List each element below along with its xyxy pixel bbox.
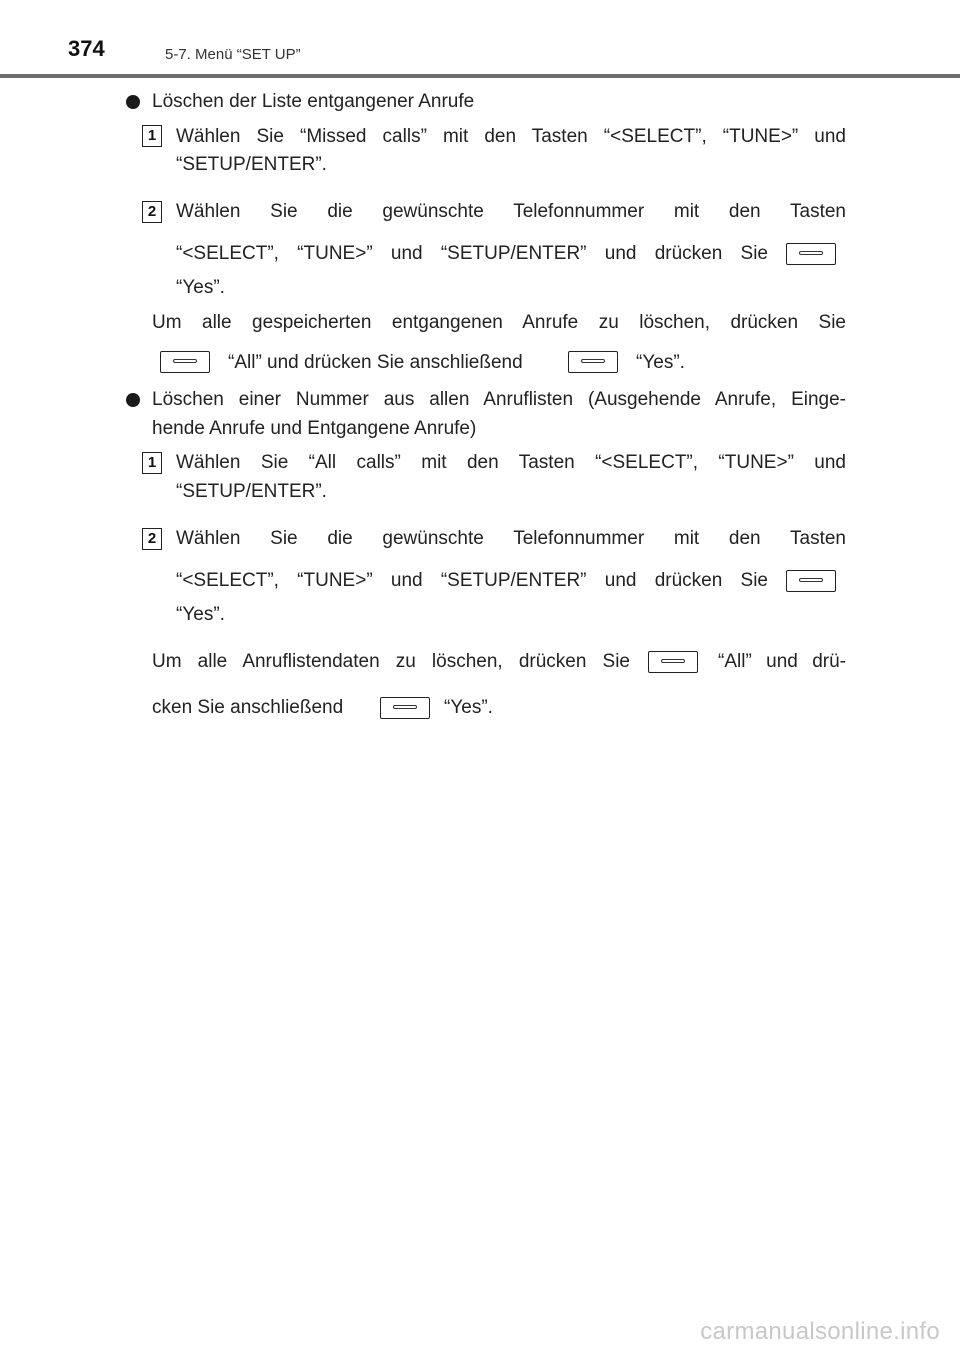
soft-key-button-icon (648, 651, 698, 673)
note-text: “All” und drücken Sie anschließend (228, 352, 523, 373)
footer-watermark: carmanualsonline.info (700, 1318, 940, 1345)
note-text: Um alle gespeicherten entgangenen Anrufe zu löschen, drücken Sie (152, 312, 846, 333)
step-text: “<SELECT”, “TUNE>” und “SETUP/ENTER” und drücken Sie (176, 570, 768, 591)
section-heading: hende Anrufe und Entgangene Anrufe) (152, 418, 477, 439)
note-text: Um alle Anruflistendaten zu löschen, drücken Sie (152, 651, 630, 672)
soft-key-button-icon (380, 697, 430, 719)
soft-key-button-icon (160, 351, 210, 373)
note-text: “All” und drü- (718, 651, 846, 672)
chapter-title: 5-7. Menü “SET UP” (165, 46, 301, 63)
step-text: “Yes”. (176, 604, 225, 625)
step-text: Wählen Sie die gewünschte Telefonnummer mit den Tasten (176, 201, 846, 222)
step-number-1: 1 (142, 125, 162, 147)
step-text: “SETUP/ENTER”. (176, 481, 327, 502)
step-number-1: 1 (142, 452, 162, 474)
soft-key-button-icon (568, 351, 618, 373)
step-text: Wählen Sie “All calls” mit den Tasten “<SELECT”, “TUNE>” und (176, 452, 846, 473)
section-heading: Löschen einer Nummer aus allen Anruflisten (Ausgehende Anrufe, Einge- (152, 389, 846, 410)
page-number: 374 (68, 36, 105, 61)
soft-key-button-icon (786, 243, 836, 265)
soft-key-button-icon (786, 570, 836, 592)
step-text: Wählen Sie “Missed calls” mit den Tasten “<SELECT”, “TUNE>” und (176, 126, 846, 147)
header-divider (0, 74, 960, 78)
note-text: “Yes”. (636, 352, 685, 373)
bullet-dot-icon (126, 95, 140, 109)
note-text: cken Sie anschließend (152, 697, 344, 718)
page-header (0, 0, 960, 80)
note-text: “Yes”. (444, 697, 493, 718)
step-number-2: 2 (142, 201, 162, 223)
step-text: “SETUP/ENTER”. (176, 154, 327, 175)
bullet-dot-icon (126, 393, 140, 407)
section-heading: Löschen der Liste entgangener Anrufe (152, 91, 475, 112)
step-text: “Yes”. (176, 277, 225, 298)
step-number-2: 2 (142, 528, 162, 550)
step-text: Wählen Sie die gewünschte Telefonnummer mit den Tasten (176, 528, 846, 549)
step-text: “<SELECT”, “TUNE>” und “SETUP/ENTER” und drücken Sie (176, 243, 768, 264)
